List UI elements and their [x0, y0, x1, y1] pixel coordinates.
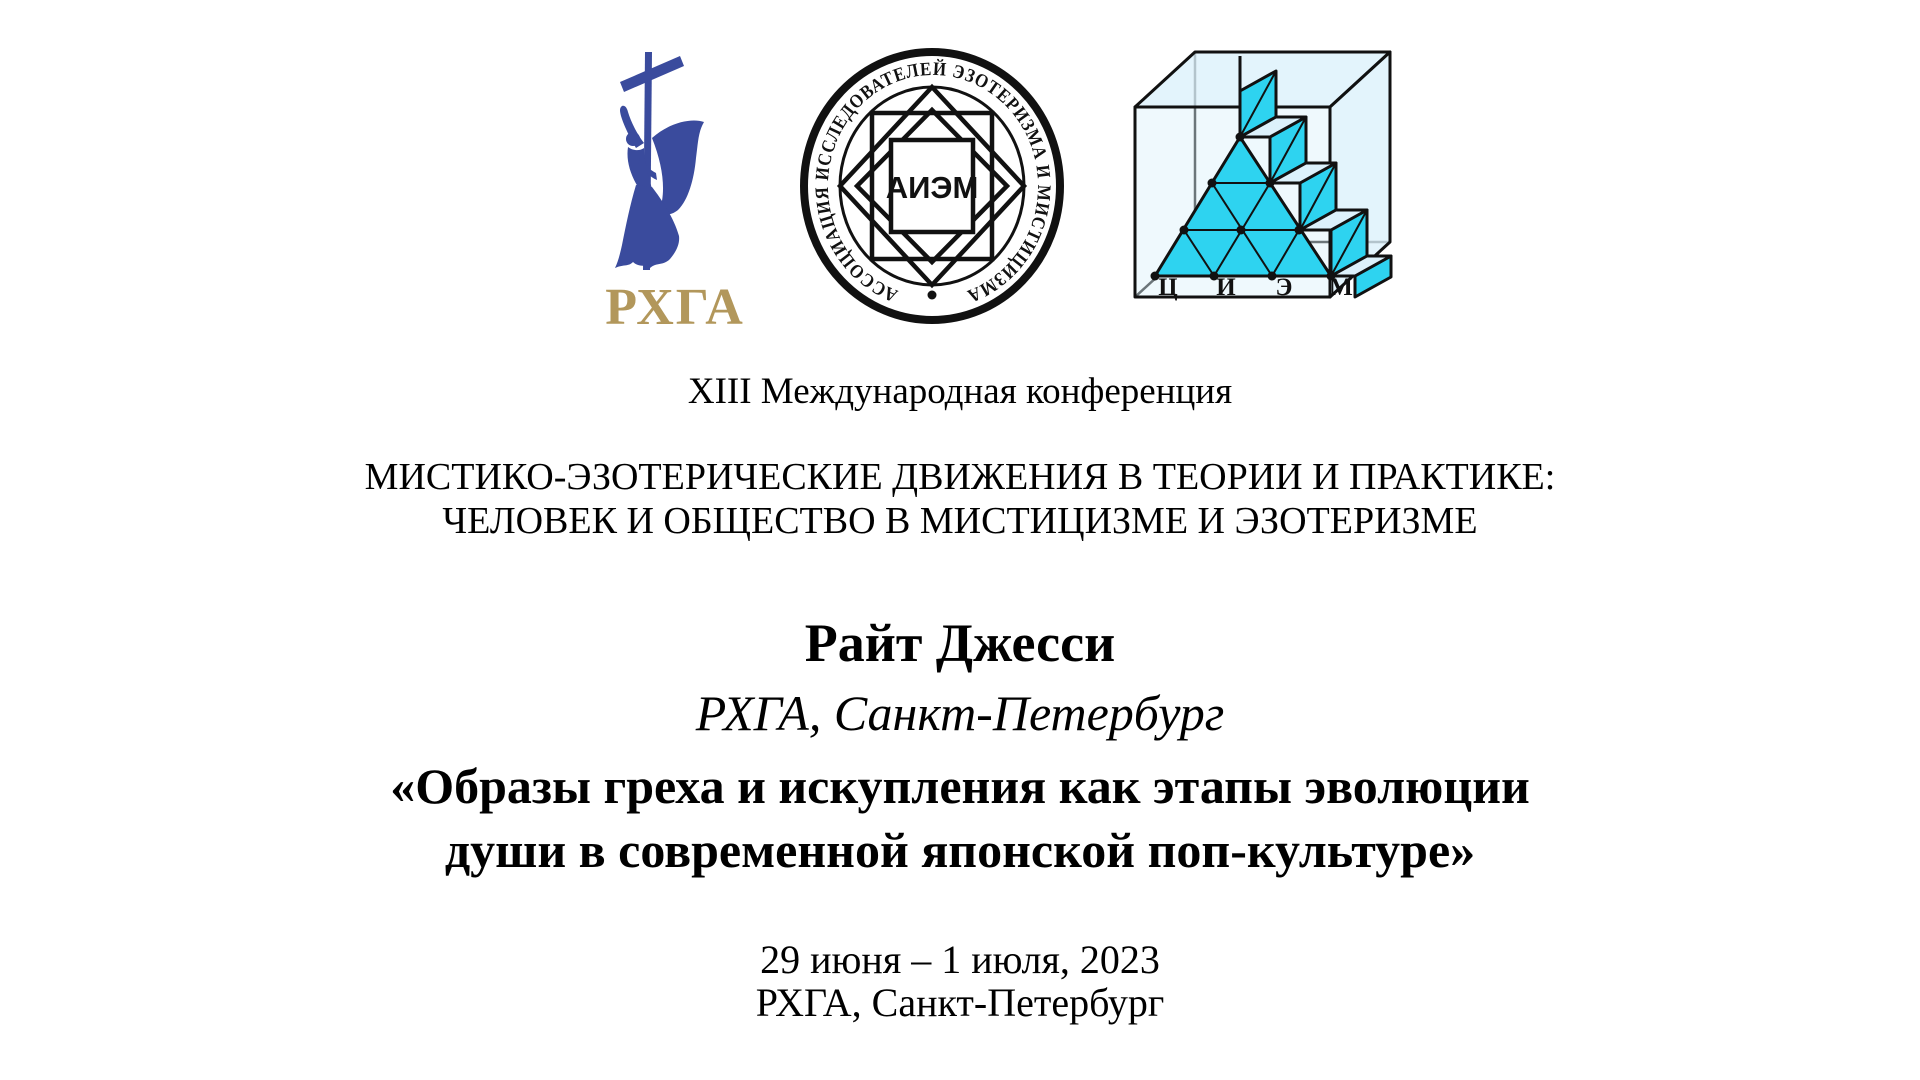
conference-theme-line1: МИСТИКО-ЭЗОТЕРИЧЕСКИЕ ДВИЖЕНИЯ В ТЕОРИИ И ПРАКТИКЕ: [364, 456, 1556, 498]
rhga-angel-cross-icon [600, 40, 750, 330]
cross-bar [620, 56, 684, 92]
event-dates: 29 июня – 1 июля, 2023 [760, 937, 1160, 982]
talk-title-line1: «Образы греха и искупления как этапы эволюции [390, 758, 1530, 814]
ciem-letter: М [1329, 274, 1353, 301]
conference-number-line: XIII Международная конференция [687, 371, 1233, 412]
talk-title [0, 754, 1920, 882]
speaker-affiliation: РХГА, Санкт-Петербург [695, 685, 1225, 741]
conference-theme-line2: ЧЕЛОВЕК И ОБЩЕСТВО В МИСТИЦИЗМЕ И ЭЗОТЕРИЗМЕ [442, 500, 1478, 542]
rhga-logo-label: РХГА [605, 279, 745, 330]
ciem-cube-icon [1128, 42, 1410, 304]
aiem-ring-text: АССОЦИАЦИЯ ИССЛЕДОВАТЕЛЕЙ ЭЗОТЕРИЗМА И МИСТИЦИЗМА [811, 58, 1055, 308]
aiem-center-text: АИЭМ [885, 170, 979, 205]
ciem-letter: Ц [1158, 274, 1178, 301]
ciem-letter: И [1216, 274, 1236, 301]
aiem-bottom-dot [928, 291, 937, 300]
ciem-cube [1135, 52, 1391, 301]
conference-theme [0, 455, 1920, 543]
event-venue: РХГА, Санкт-Петербург [755, 980, 1165, 1025]
talk-title-line2: души в современной японской поп-культуре» [444, 822, 1476, 878]
angel-figure [615, 52, 704, 270]
angel-head [626, 132, 640, 146]
speaker-name: Райт Джесси [804, 613, 1116, 673]
event-footer [0, 938, 1920, 1024]
aiem-seal-icon [797, 45, 1067, 327]
ciem-letter: Э [1275, 274, 1293, 301]
rhga-logo [600, 40, 750, 330]
